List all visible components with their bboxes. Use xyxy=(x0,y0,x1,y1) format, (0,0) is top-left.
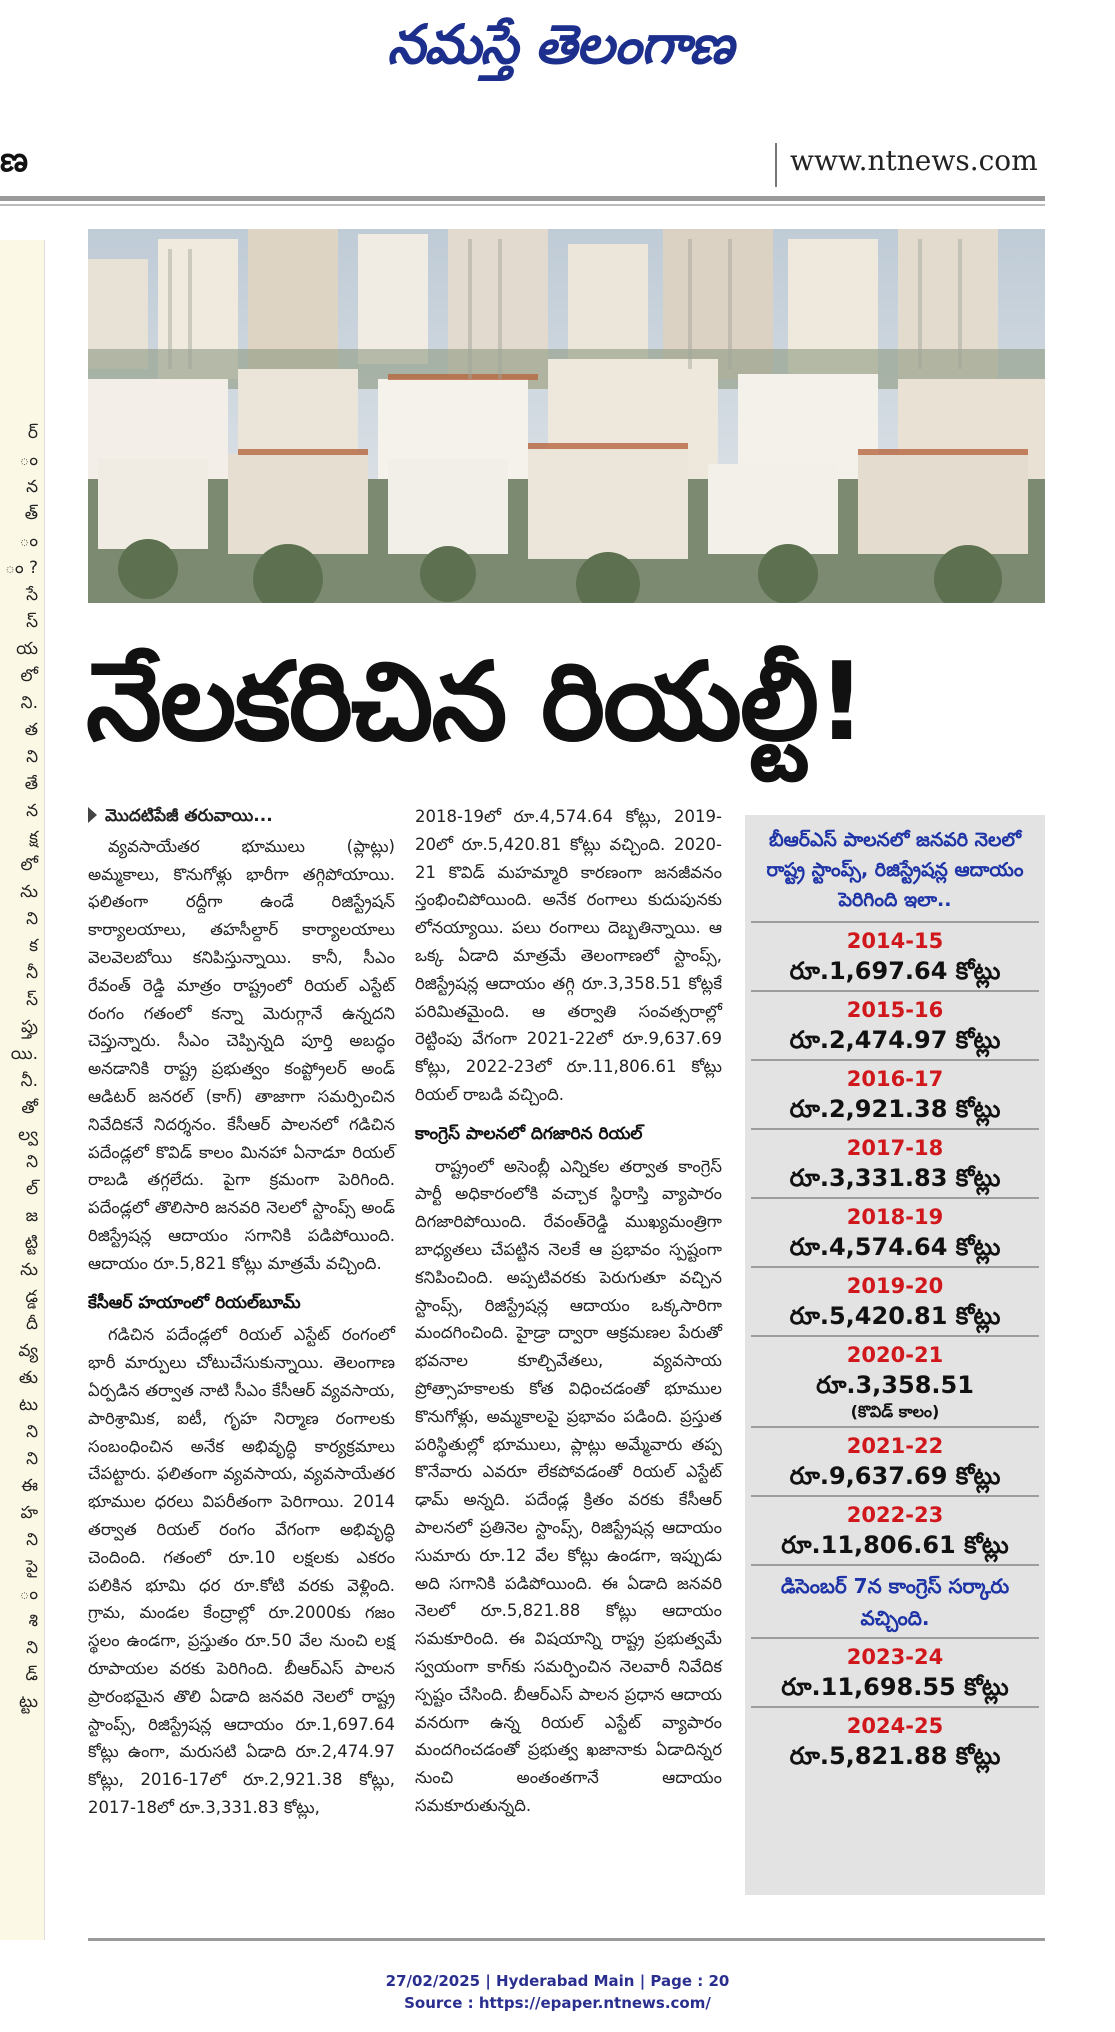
edition-info: 27/02/2025 | Hyderabad Main | Page : 20 xyxy=(385,1972,730,1990)
adjacent-column-fragment: లో xyxy=(20,855,38,875)
subheading: కేసీఆర్ హయాంలో రియల్‌బూమ్ xyxy=(88,1292,301,1313)
revenue-sidebar xyxy=(745,815,1045,1895)
adjacent-column-fragment: ప్తు xyxy=(21,1017,38,1037)
adjacent-column-fragment: తే xyxy=(24,774,38,794)
adjacent-column-fragment: నీ xyxy=(26,963,38,983)
footer-rule xyxy=(88,1938,1045,1941)
adjacent-column-fragment: డ్డ xyxy=(25,1287,38,1307)
headline: నేలకరిచిన రియల్టీ! xyxy=(86,640,865,765)
adjacent-column-fragment: త xyxy=(24,720,38,740)
fiscal-year: 2017-18 xyxy=(846,1136,944,1160)
adjacent-column-fragment: టు xyxy=(18,1395,38,1415)
adjacent-column-fragment: ని xyxy=(26,909,38,929)
fiscal-year: 2014-15 xyxy=(846,929,944,953)
adjacent-column-fragment: ని xyxy=(26,1638,38,1658)
adjacent-column-fragment: ల్వ xyxy=(18,1125,38,1145)
adjacent-column-fragment: సే xyxy=(26,585,38,605)
revenue-amount: రూ.4,574.64 కోట్లు xyxy=(789,1233,1001,1261)
adjacent-column-fragment: ం xyxy=(19,1584,38,1604)
fiscal-year: 2024-25 xyxy=(846,1714,944,1738)
adjacent-column-fragment: స్ xyxy=(26,990,38,1010)
header-rule xyxy=(0,196,1045,201)
header-rule-thin xyxy=(0,204,1045,206)
sidebar-intro: బీఆర్ఎస్ పాలనలో జనవరి నెలలో రాష్ట్ర స్టాంప్స్, రిజిస్ట్రేషన్ల ఆదాయం పెరిగింది ఇలా.. xyxy=(766,829,1024,911)
adjacent-column-fragment: ని xyxy=(26,1530,38,1550)
sidebar-year-row xyxy=(751,1495,1039,1564)
sidebar-december-note: డిసెంబర్ 7న కాంగ్రెస్ సర్కారు వచ్చింది. xyxy=(751,1564,1039,1637)
newspaper-logo: నమస్తే తెలంగాణ xyxy=(387,13,733,76)
fiscal-year: 2021-22 xyxy=(846,1434,944,1458)
adjacent-column-fragment: జ xyxy=(25,1206,38,1226)
city-skyline-photo xyxy=(88,229,1045,603)
fiscal-year: 2022-23 xyxy=(846,1503,944,1527)
adjacent-column-fragment: ం xyxy=(19,531,38,551)
adjacent-column-fragment: ని xyxy=(26,747,38,767)
fiscal-year: 2018-19 xyxy=(846,1205,944,1229)
adjacent-column-fragment: నీ. xyxy=(20,1071,38,1091)
adjacent-column-fragment: దీ xyxy=(25,1314,38,1334)
adjacent-column-fragment: తు xyxy=(18,1368,38,1388)
adjacent-column-fragment: హ xyxy=(20,1503,38,1523)
adjacent-column-fragment: ని xyxy=(26,1152,38,1172)
article-paragraph: వ్యవసాయేతర భూములు (ప్లాట్లు) అమ్మకాలు, కొనుగోళ్లు భారీగా తగ్గిపోయాయి. ఫలితంగా రద్దీగా ఉండే రిజిస్ట్రేషన్ కార్యాలయాలు, తహసీల్దార్ కార్యాలయాలు వెలవెలబోయి కనిపిస్తున్నాయి. కానీ, సీఎం రేవంత్ రెడ్డి మాత్రం రాష్ట్రంలో రియల్ ఎస్టేట్ రంగం గతంలో కన్నా మెరుగ్గానే ఉన్నదని చెప్తున్నారు. సీఎం చెప్పిన్నది పూర్తి అబద్ధం అనడానికి రాష్ట్ర ప్రభుత్వం కంప్ట్రోలర్ అండ్ ఆడిటర్ జనరల్ (కాగ్) తాజాగా సమర్పించిన నివేదికనే నిదర్శనం. కేసీఆర్ పాలనలో గడిచిన పదేండ్లలో కొవిడ్ కాలం మినహా ఏనాడూ రియల్ రాబడి తగ్గలేదు. పైగా క్రమంగా పెరిగింది. పదేండ్లలో తొలిసారి జనవరి నెలలో స్టాంప్స్ అండ్ రిజిస్ట్రేషన్ల ఆదాయం సగానికి పడిపోయింది. ఆదాయం రూ.5,821 కోట్లు మాత్రమే వచ్చింది. xyxy=(88,836,395,1273)
adjacent-column-fragment: స్ xyxy=(26,612,38,632)
revenue-amount: రూ.5,420.81 కోట్లు xyxy=(789,1302,1001,1330)
adjacent-column-fragment: ని. xyxy=(20,693,38,713)
masthead xyxy=(0,0,1115,90)
sidebar-year-row xyxy=(751,1197,1039,1266)
article-column-1 xyxy=(88,803,395,1822)
revenue-amount: రూ.2,921.38 కోట్లు xyxy=(789,1095,1001,1123)
adjacent-column-fragment: వ్య xyxy=(18,1341,38,1361)
sidebar-year-row xyxy=(751,921,1039,990)
sidebar-year-row xyxy=(751,1706,1039,1775)
adjacent-column-fragment: ని xyxy=(26,1422,38,1442)
sidebar-year-row xyxy=(751,1128,1039,1197)
adjacent-column-fragment: డ్ xyxy=(25,1665,38,1685)
apartment-buildings-image xyxy=(88,229,1045,603)
continued-from-front-page: మొదటిపేజీ తరువాయి... xyxy=(88,803,395,831)
website-url[interactable]: www.ntnews.com xyxy=(790,144,1038,177)
adjacent-column-fragment: పై xyxy=(25,1557,38,1577)
adjacent-column-fragment: ట్టు xyxy=(18,1692,38,1712)
revenue-amount: రూ.11,698.55 కోట్లు xyxy=(781,1673,1009,1701)
previous-page-fragment: ణ xyxy=(0,140,29,180)
revenue-note: (కొవిడ్ కాలం) xyxy=(850,1402,940,1421)
revenue-amount: రూ.11,806.61 కోట్లు xyxy=(781,1531,1009,1559)
page-footer xyxy=(0,1970,1115,2014)
adjacent-column-fragment: ను xyxy=(20,882,38,902)
revenue-amount: రూ.3,331.83 కోట్లు xyxy=(789,1164,1001,1192)
subheading: కాంగ్రెస్ పాలనలో దిగజారిన రియల్ xyxy=(415,1123,643,1144)
sidebar-year-row xyxy=(751,1335,1039,1426)
adjacent-column-fragment: క xyxy=(29,936,38,956)
adjacent-column-fragment: ను xyxy=(20,1260,38,1280)
adjacent-column-fragment: న xyxy=(26,801,38,821)
sidebar-year-row xyxy=(751,1266,1039,1335)
fiscal-year: 2020-21 xyxy=(846,1343,944,1367)
sidebar-year-row xyxy=(751,990,1039,1059)
revenue-amount: రూ.9,637.69 కోట్లు xyxy=(789,1462,1001,1490)
adjacent-column-strip xyxy=(0,240,45,1940)
revenue-amount: రూ.3,358.51 xyxy=(816,1371,974,1399)
adjacent-column-fragment: ఈ xyxy=(21,1476,38,1496)
adjacent-column-fragment: ల్ xyxy=(25,1179,38,1199)
adjacent-column-fragment: ం xyxy=(19,450,38,470)
fiscal-year: 2015-16 xyxy=(846,998,944,1022)
adjacent-column-fragment: క్ష xyxy=(29,828,38,848)
revenue-amount: రూ.1,697.64 కోట్లు xyxy=(789,957,1001,985)
adjacent-column-fragment: యి. xyxy=(10,1044,38,1064)
adjacent-column-fragment: శి xyxy=(28,1611,38,1631)
article-paragraph: గడిచిన పదేండ్లలో రియల్ ఎస్టేట్ రంగంలో భారీ మార్పులు చోటుచేసుకున్నాయి. తెలంగాణ ఏర్పడిన తర్వాత నాటి సీఎం కేసీఆర్ వ్యవసాయ, పారిశ్రామిక, ఐటీ, గృహ నిర్మాణ రంగాలకు సంబంధించిన అనేక అభివృద్ధి కార్యక్రమాలు చేపట్టారు. ఫలితంగా వ్యవసాయ, వ్యవసాయేతర భూముల ధరలు విపరీతంగా పెరిగాయి. 2014 తర్వాత రియల్ రంగం వేగంగా అభివృద్ధి చెందింది. గతంలో రూ.10 లక్షలకు ఎకరం పలికిన భూమి ధర రూ.కోటి వరకు వెళ్లింది. గ్రామ, మండల కేంద్రాల్లో రూ.2000కు గజం స్థలం ఉండగా, ప్రస్తుతం రూ.50 వేల నుంచి లక్ష రూపాయల వరకు పెరిగింది. బీఆర్ఎస్ పాలన ప్రారంభమైన తొలి ఏడాది జనవరి నెలలో రాష్ట్ర స్టాంప్స్, రిజిస్ట్రేషన్ల ఆదాయం రూ.1,697.64 కోట్లు ఉంగా, మరుసటి ఏడాది రూ.2,474.97 కోట్లు, 2016-17లో రూ.2,921.38 కోట్లు, 2017-18లో రూ.3,331.83 కోట్లు, xyxy=(88,1325,395,1817)
revenue-amount: రూ.5,821.88 కోట్లు xyxy=(789,1742,1001,1770)
adjacent-column-fragment: ని xyxy=(26,1449,38,1469)
adjacent-column-fragment: న xyxy=(26,477,38,497)
fiscal-year: 2016-17 xyxy=(846,1067,944,1091)
adjacent-column-fragment: తో xyxy=(21,1098,38,1118)
sidebar-year-row xyxy=(751,1426,1039,1495)
adjacent-column-fragment: ట్టి xyxy=(24,1233,38,1253)
fiscal-year: 2019-20 xyxy=(846,1274,944,1298)
arrow-icon xyxy=(88,807,97,823)
article-paragraph: 2018-19లో రూ.4,574.64 కోట్లు, 2019-20లో రూ.5,420.81 కోట్లు వచ్చింది. 2020-21 కొవిడ్ మహమ్మారి కారణంగా జనజీవనం స్తంభించిపోయింది. అనేక రంగాలు కుదుపునకు లోనయ్యాయి. పలు రంగాలు దెబ్బతిన్నాయి. ఆ ఒక్క ఏడాది మాత్రమే తెలంగాణలో స్టాంప్స్, రిజిస్ట్రేషన్ల ఆదాయం తగ్గి రూ.3,358.51 కోట్లకే పరిమితమైంది. ఆ తర్వాతి సంవత్సరాల్లో రెట్టింపు వేగంగా 2021-22లో రూ.9,637.69 కోట్లు, 2022-23లో రూ.11,806.61 కోట్లు రియల్ రాబడి వచ్చింది. xyxy=(415,807,722,1104)
adjacent-column-fragment: ర్ xyxy=(27,423,38,443)
adjacent-column-fragment: లో xyxy=(20,666,38,686)
sidebar-year-row xyxy=(751,1059,1039,1128)
sidebar-year-row xyxy=(751,1637,1039,1706)
fiscal-year: 2023-24 xyxy=(846,1645,944,1669)
adjacent-column-fragment: త్ xyxy=(24,504,38,524)
adjacent-column-fragment: య xyxy=(16,639,38,659)
adjacent-column-fragment: ం ? xyxy=(5,558,38,578)
article-column-2 xyxy=(415,803,722,1820)
url-divider xyxy=(775,143,777,187)
revenue-amount: రూ.2,474.97 కోట్లు xyxy=(789,1026,1001,1054)
article-paragraph: రాష్ట్రంలో అసెంబ్లీ ఎన్నికల తర్వాత కాంగ్రెస్ పార్టీ అధికారంలోకి వచ్చాక స్థిరాస్తి వ్యాపారం దిగజారిపోయింది. రేవంత్‌రెడ్డి ముఖ్యమంత్రిగా బాధ్యతలు చేపట్టిన నెలకే ఆ ప్రభావం స్పష్టంగా కనిపించింది. అప్పటివరకు పెరుగుతూ వచ్చిన స్టాంప్స్, రిజిస్ట్రేషన్ల ఆదాయం ఒక్కసారిగా మందగించింది. హైడ్రా ద్వారా ఆక్రమణల పేరుతో భవనాల కూల్చివేతలు, వ్యవసాయ ప్రోత్సాహకాలకు కోత విధించడంతో భూముల కొనుగోళ్లు, అమ్మకాలపై ప్రభావం పడింది. ప్రస్తుత పరిస్థితుల్లో భూములు, ప్లాట్లు అమ్మేవారు తప్ప కొనేవారు ఎవరూ లేకపోవడంతో రియల్ ఎస్టేట్ ఢామ్ అన్నది. పదేండ్ల క్రితం వరకు కేసీఆర్ పాలనలో ప్రతినెల స్టాంప్స్, రిజిస్ట్రేషన్ల ఆదాయం సుమారు రూ.12 వేల కోట్లు ఉండగా, ఇప్పుడు అది సగానికి పడిపోయింది. ఈ ఏడాది జనవరి నెలలో రూ.5,821.88 కోట్లు ఆదాయం సమకూరింది. ఈ విషయాన్ని రాష్ట్ర ప్రభుత్వమే స్వయంగా కాగ్‌కు సమర్పించిన నెలవారీ నివేదిక స్పష్టం చేసింది. బీఆర్ఎస్ పాలన ప్రధాన ఆదాయ వనరుగా ఉన్న రియల్ ఎస్టేట్ వ్యాపారం మందగించడంతో ప్రభుత్వ ఖజానాకు ఏడాదిన్నర నుంచి అంతంతగానే ఆదాయం సమకూరుతున్నది. xyxy=(415,1156,722,1815)
source-link[interactable]: Source : https://epaper.ntnews.com/ xyxy=(404,1994,711,2012)
